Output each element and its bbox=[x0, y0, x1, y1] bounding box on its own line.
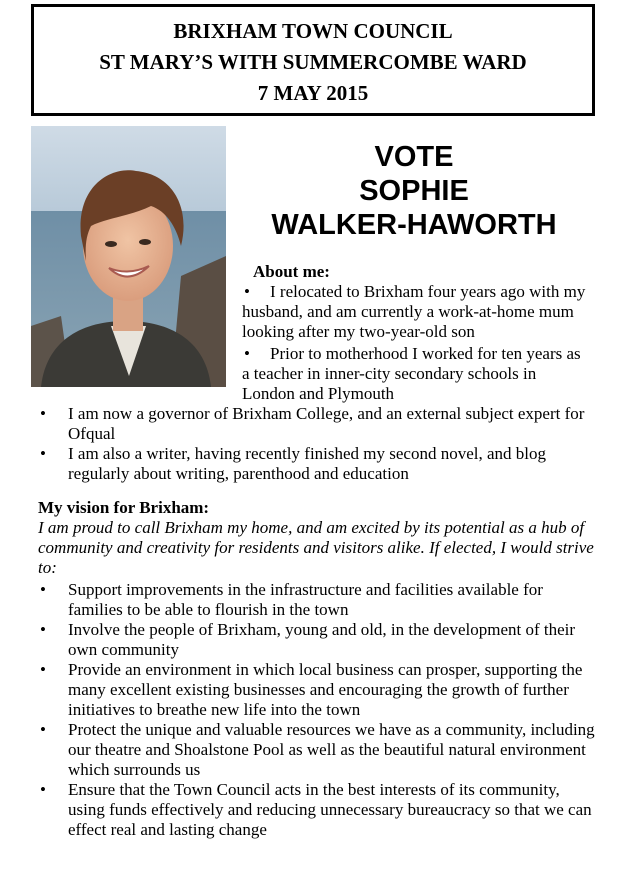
vote-word: VOTE bbox=[374, 141, 454, 173]
about-item-text: Prior to motherhood I worked for ten years as a teacher in inner-city secondary schools in London and Plymouth bbox=[242, 344, 581, 403]
election-date: 7 MAY 2015 bbox=[257, 81, 369, 105]
bullet-icon: • bbox=[40, 580, 46, 599]
candidate-first-name: SOPHIE bbox=[359, 175, 469, 207]
vision-item bbox=[38, 620, 598, 660]
bullet-icon: • bbox=[40, 620, 46, 639]
vision-item-text: Support improvements in the infrastructure and facilities available for families to be able to flourish in the town bbox=[68, 580, 543, 619]
vision-item bbox=[38, 580, 598, 620]
bullet-icon: • bbox=[244, 344, 250, 363]
vision-item-text: Ensure that the Town Council acts in the best interests of its community, using funds effectively and reducing unnecessary bureaucracy so that we can effect real and lasting change bbox=[68, 780, 592, 839]
about-item-text: I am now a governor of Brixham College, and an external subject expert for Ofqual bbox=[68, 404, 585, 443]
candidate-surname: WALKER-HAWORTH bbox=[271, 209, 557, 241]
vision-item bbox=[38, 720, 598, 780]
bullet-icon: • bbox=[40, 404, 46, 423]
about-item-text: I am also a writer, having recently finished my second novel, and blog regularly about writing, parenthood and education bbox=[68, 444, 547, 483]
about-item-text: I relocated to Brixham four years ago with my husband, and am currently a work-at-home mum looking after my two-year-old son bbox=[242, 282, 586, 341]
vision-intro: I am proud to call Brixham my home, and am excited by its potential as a hub of community and creativity for residents and visitors alike. If elected, I would strive to: bbox=[38, 518, 594, 577]
vision-item-text: Protect the unique and valuable resources we have as a community, including our theatre and Shoalstone Pool as well as the beautiful natural environment which surrounds us bbox=[68, 720, 595, 779]
vision-item bbox=[38, 780, 598, 840]
council-title: BRIXHAM TOWN COUNCIL bbox=[173, 19, 453, 43]
vision-item-text: Involve the people of Brixham, young and old, in the development of their own community bbox=[68, 620, 576, 659]
about-item-2 bbox=[242, 344, 592, 404]
about-item-4 bbox=[38, 444, 598, 484]
ward-title: ST MARY’S WITH SUMMERCOMBE WARD bbox=[99, 50, 527, 74]
vision-heading: My vision for Brixham: bbox=[38, 498, 210, 517]
bullet-icon: • bbox=[40, 444, 46, 463]
about-heading: About me: bbox=[253, 262, 330, 281]
vision-item bbox=[38, 660, 598, 720]
about-item-1 bbox=[242, 282, 592, 342]
candidate-photo bbox=[31, 126, 226, 387]
bullet-icon: • bbox=[40, 720, 46, 739]
about-item-3 bbox=[38, 404, 598, 444]
vote-banner bbox=[234, 140, 594, 242]
bullet-icon: • bbox=[40, 780, 46, 799]
vision-item-text: Provide an environment in which local business can prosper, supporting the many excellent existing businesses and encouraging the growth of further initiatives to breathe new life into the town bbox=[68, 660, 583, 719]
vision-list bbox=[38, 580, 598, 840]
election-header bbox=[31, 4, 595, 116]
bullet-icon: • bbox=[40, 660, 46, 679]
about-list-continued bbox=[38, 404, 598, 484]
bullet-icon: • bbox=[244, 282, 250, 301]
